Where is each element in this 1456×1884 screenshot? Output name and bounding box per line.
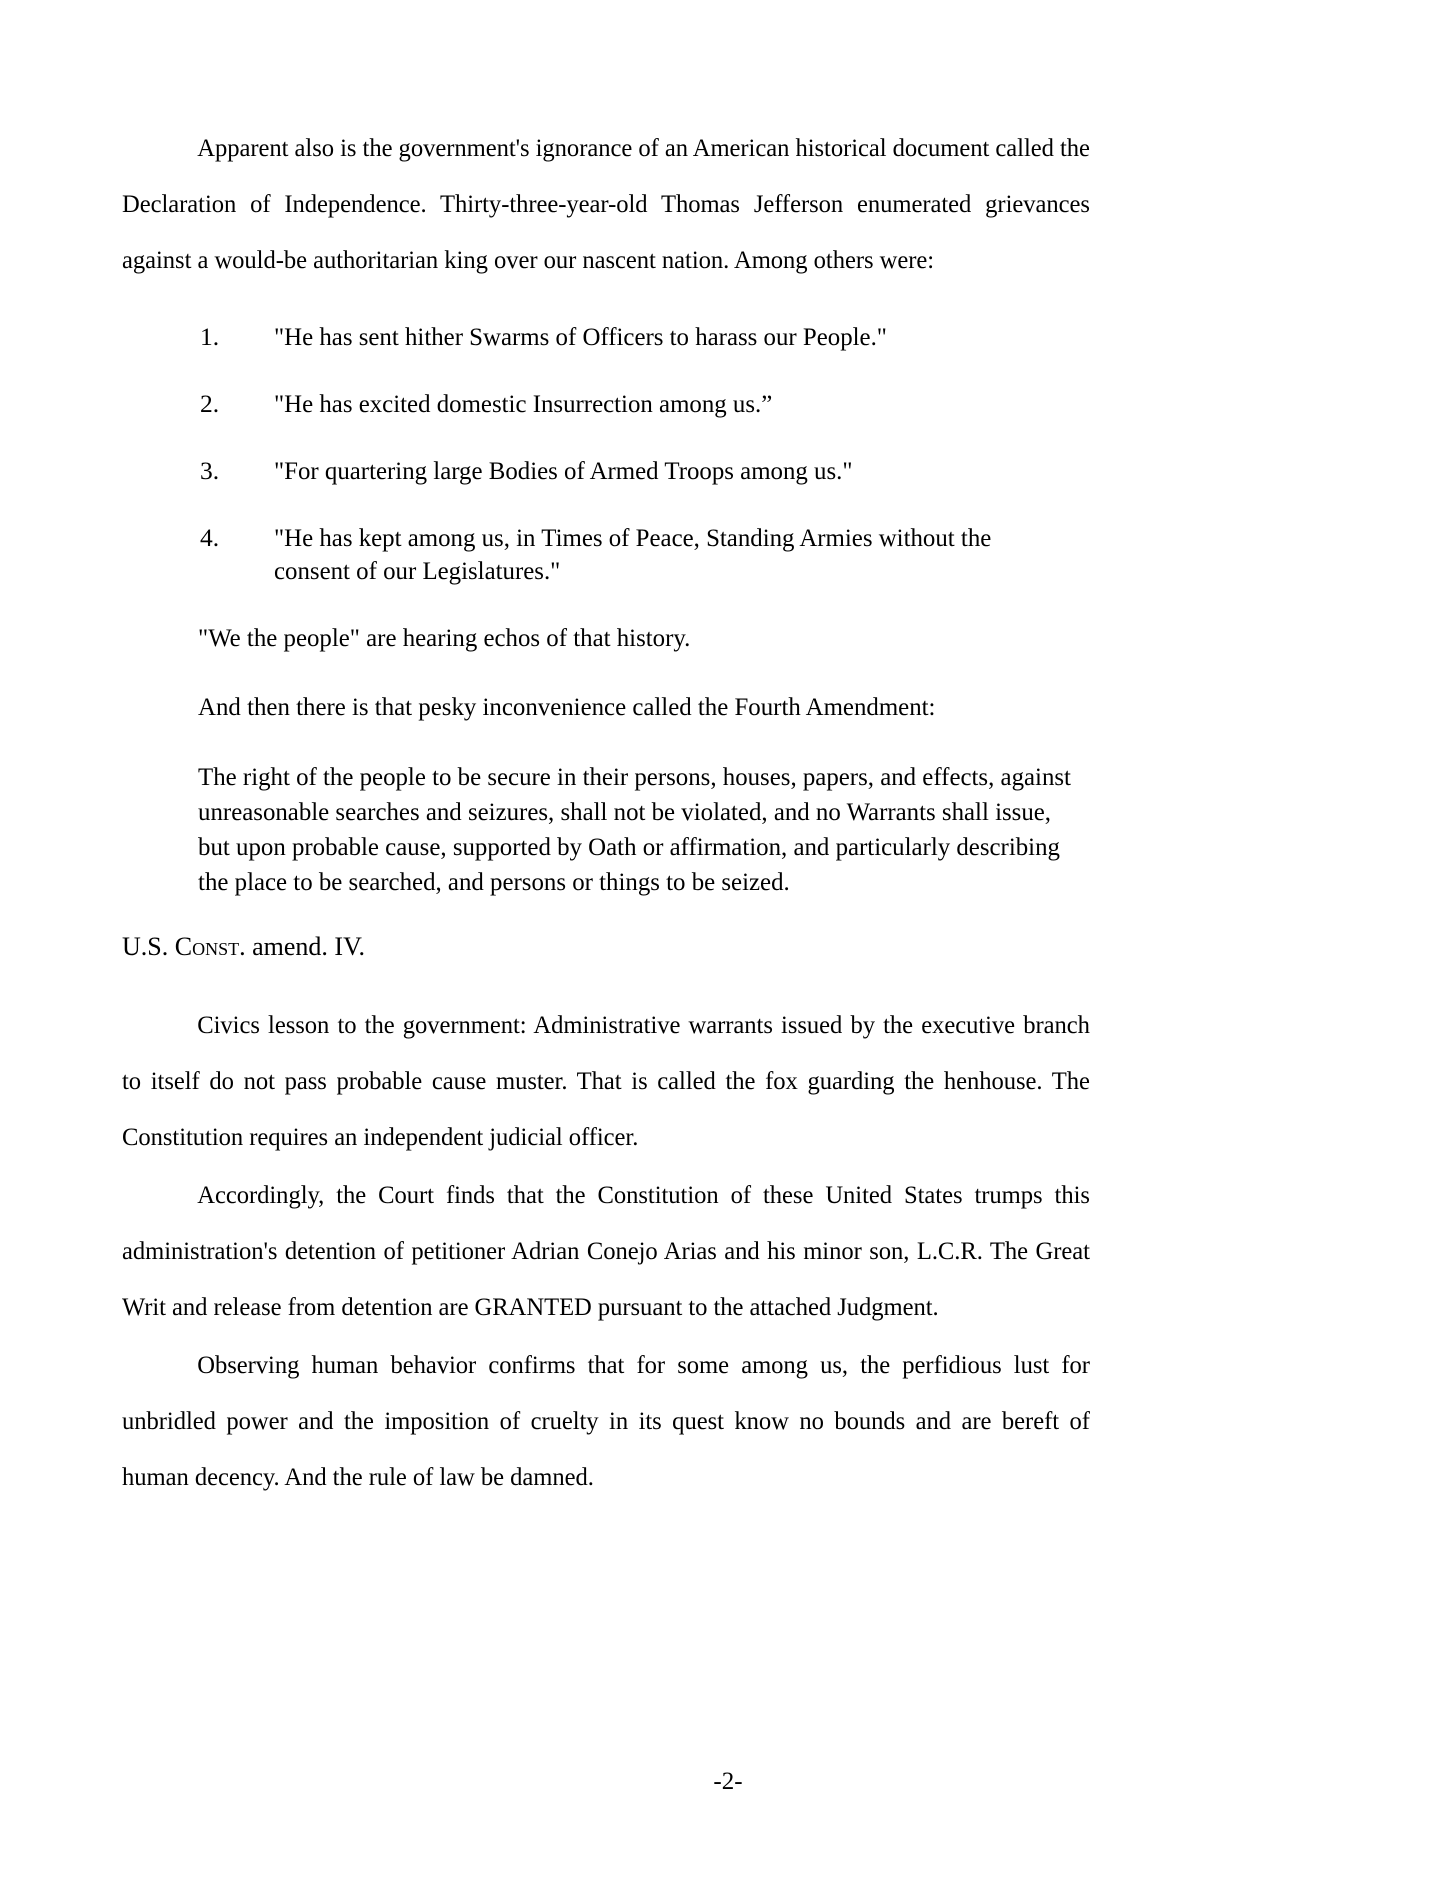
list-item-number: 2. [200,389,220,418]
paragraph-pesky-inconvenience: And then there is that pesky inconvenience called the Fourth Amendment: [198,692,936,721]
list-item-text: "He has excited domestic Insurrection among us.” [274,389,773,418]
paragraph-civics-lesson: Civics lesson to the government: Administrative warrants issued by the executive branch to itself do not pass probable cause muster. That is called the fox guarding the henhouse. The Constitution requires an independent judicial officer. [122,1010,1090,1151]
list-item [122,521,1090,587]
list-item [122,320,1090,353]
citation-line [122,925,1090,969]
blockquote-line: unreasonable searches and seizures, shall not be violated, and no Warrants shall issue, [198,797,1052,826]
citation-smallcaps: Const. [174,932,246,961]
list-item [122,387,1090,420]
grievances-list [122,320,1090,587]
list-item-text: "For quartering large Bodies of Armed Troops among us." [274,456,853,485]
paragraph-opening: Apparent also is the government's ignorance of an American historical document called the Declaration of Independence. Thirty-three-year-old Thomas Jefferson enumerated grievances against a would-be authoritarian king over our nascent nation. Among others were: [122,133,1090,274]
citation-prefix: U.S. [122,932,175,961]
page-number: -2- [713,1768,743,1795]
list-item-number: 4. [200,523,220,552]
document-body [122,120,1090,1505]
paragraph-we-the-people: "We the people" are hearing echos of that history. [198,623,691,652]
spacer [122,977,1090,997]
list-item-text: "He has kept among us, in Times of Peace, Standing Armies without the consent of our Legislatures." [274,523,992,585]
list-item [122,454,1090,487]
list-item-text: "He has sent hither Swarms of Officers to harass our People." [274,322,887,351]
citation-suffix: amend. IV. [245,932,365,961]
paragraph-accordingly: Accordingly, the Court finds that the Constitution of these United States trumps this administration's detention of petitioner Adrian Conejo Arias and his minor son, L.C.R. The Great Writ and release from detention are GRANTED pursuant to the attached Judgment. [122,1180,1090,1321]
paragraph-observing: Observing human behavior confirms that for some among us, the perfidious lust for unbridled power and the imposition of cruelty in its quest know no bounds and are bereft of human decency. And the rule of law be damned. [122,1350,1090,1491]
blockquote-line: the place to be searched, and persons or things to be seized. [198,867,790,896]
fourth-amendment-blockquote [122,759,1071,899]
list-item-number: 3. [200,456,220,485]
blockquote-line: but upon probable cause, supported by Oath or affirmation, and particularly describing [198,832,1060,861]
spacer [122,290,1090,304]
list-item-number: 1. [200,322,220,351]
blockquote-line: The right of the people to be secure in their persons, houses, papers, and effects, against [198,762,1071,791]
